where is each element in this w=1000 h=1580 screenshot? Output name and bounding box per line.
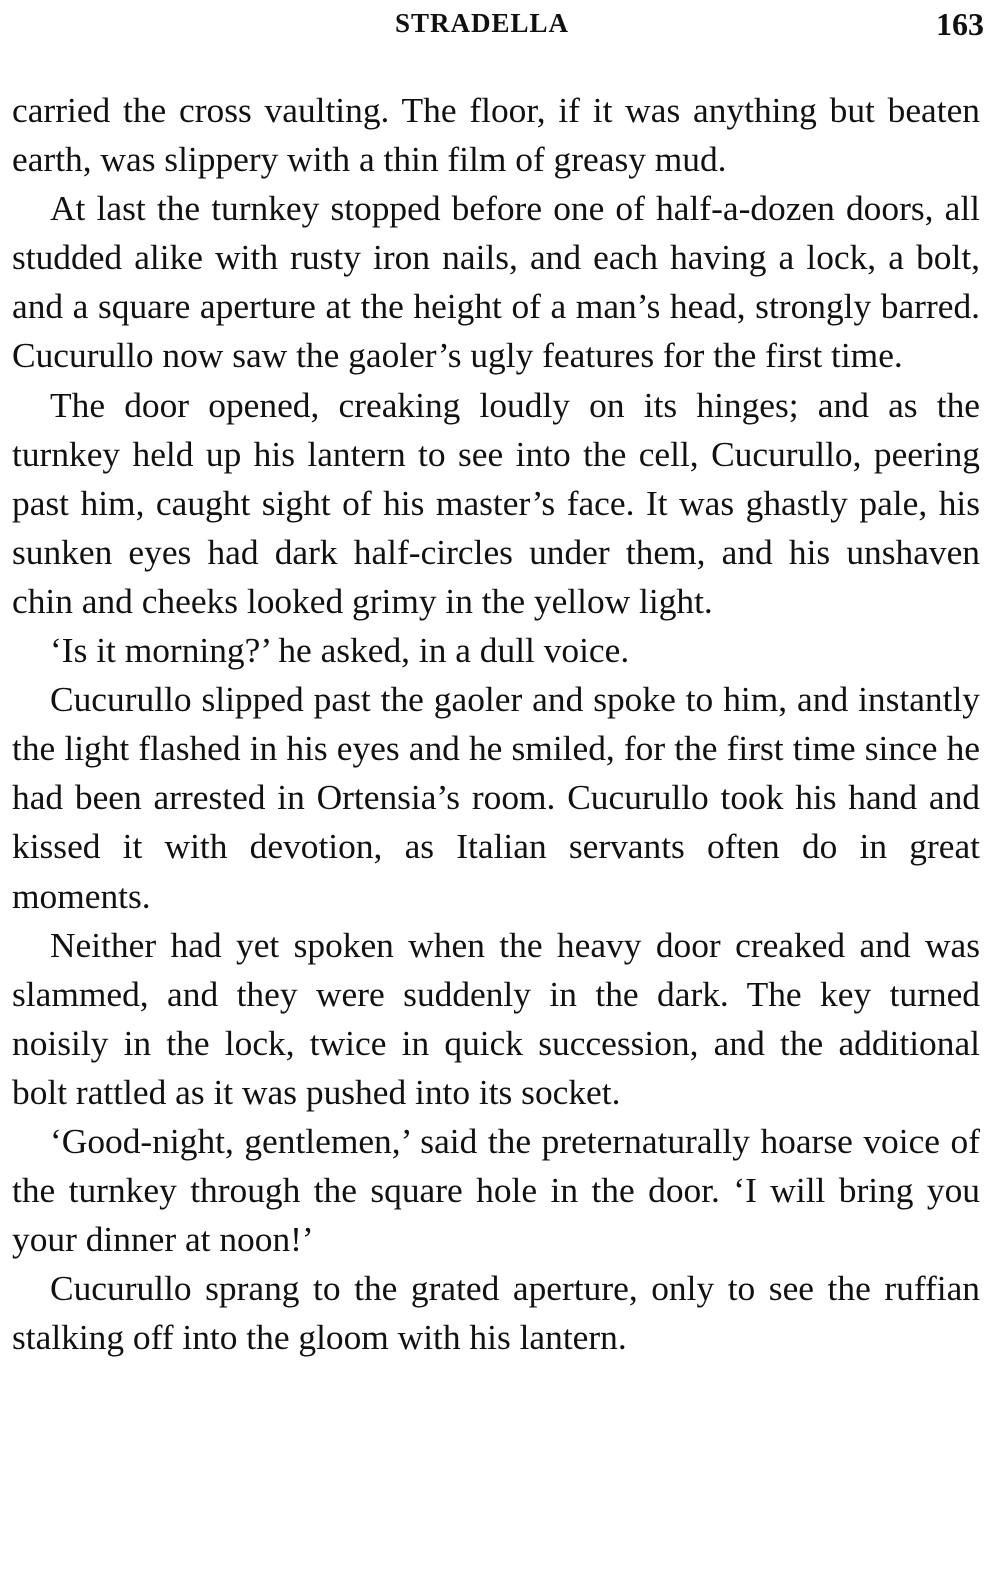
paragraph-3: The door opened, creaking loudly on its hinges; and as the turnkey held up his lantern to see into the cell, Cucurullo, peering past him, caught sight of his master’s face. It was ghastly pale, his sunken eyes had dark half-circles under them, and his unshaven chin and cheeks looked grimy in the yellow light. [12, 384, 980, 621]
paragraph-7: ‘Good-night, gentlemen,’ said the preternaturally hoarse voice of the turnkey through the square hole in the door. ‘I will bring you your dinner at noon!’ [12, 1120, 980, 1260]
body-text [12, 86, 980, 1362]
paragraph-2: At last the turnkey stopped before one of half-a-dozen doors, all studded alike with rusty iron nails, and each having a lock, a bolt, and a square aperture at the height of a man’s head, strongly barred. Cucurullo now saw the gaoler’s ugly features for the first time. [12, 188, 980, 376]
paragraph-1: carried the cross vaulting. The floor, if it was anything but beaten earth, was slippery with a thin film of greasy mud. [12, 90, 980, 180]
page-number: 163 [936, 6, 984, 42]
paragraph-5: Cucurullo slipped past the gaoler and spoke to him, and instantly the light flashed in his eyes and he smiled, for the first time since he had been arrested in Ortensia’s room. Cucurullo took his hand and kissed it with devotion, as Italian servants often do in great moments. [12, 679, 980, 916]
paragraph-6: Neither had yet spoken when the heavy door creaked and was slammed, and they were suddenly in the dark. The key turned noisily in the lock, twice in quick succession, and the additional bolt rattled as it was pushed into its socket. [12, 924, 980, 1112]
running-head [0, 4, 1000, 48]
running-title: STRADELLA [395, 8, 570, 38]
paragraph-4: ‘Is it morning?’ he asked, in a dull voice. [50, 630, 630, 671]
paragraph-8: Cucurullo sprang to the grated aperture, only to see the ruffian stalking off into the gloom with his lantern. [12, 1268, 980, 1358]
